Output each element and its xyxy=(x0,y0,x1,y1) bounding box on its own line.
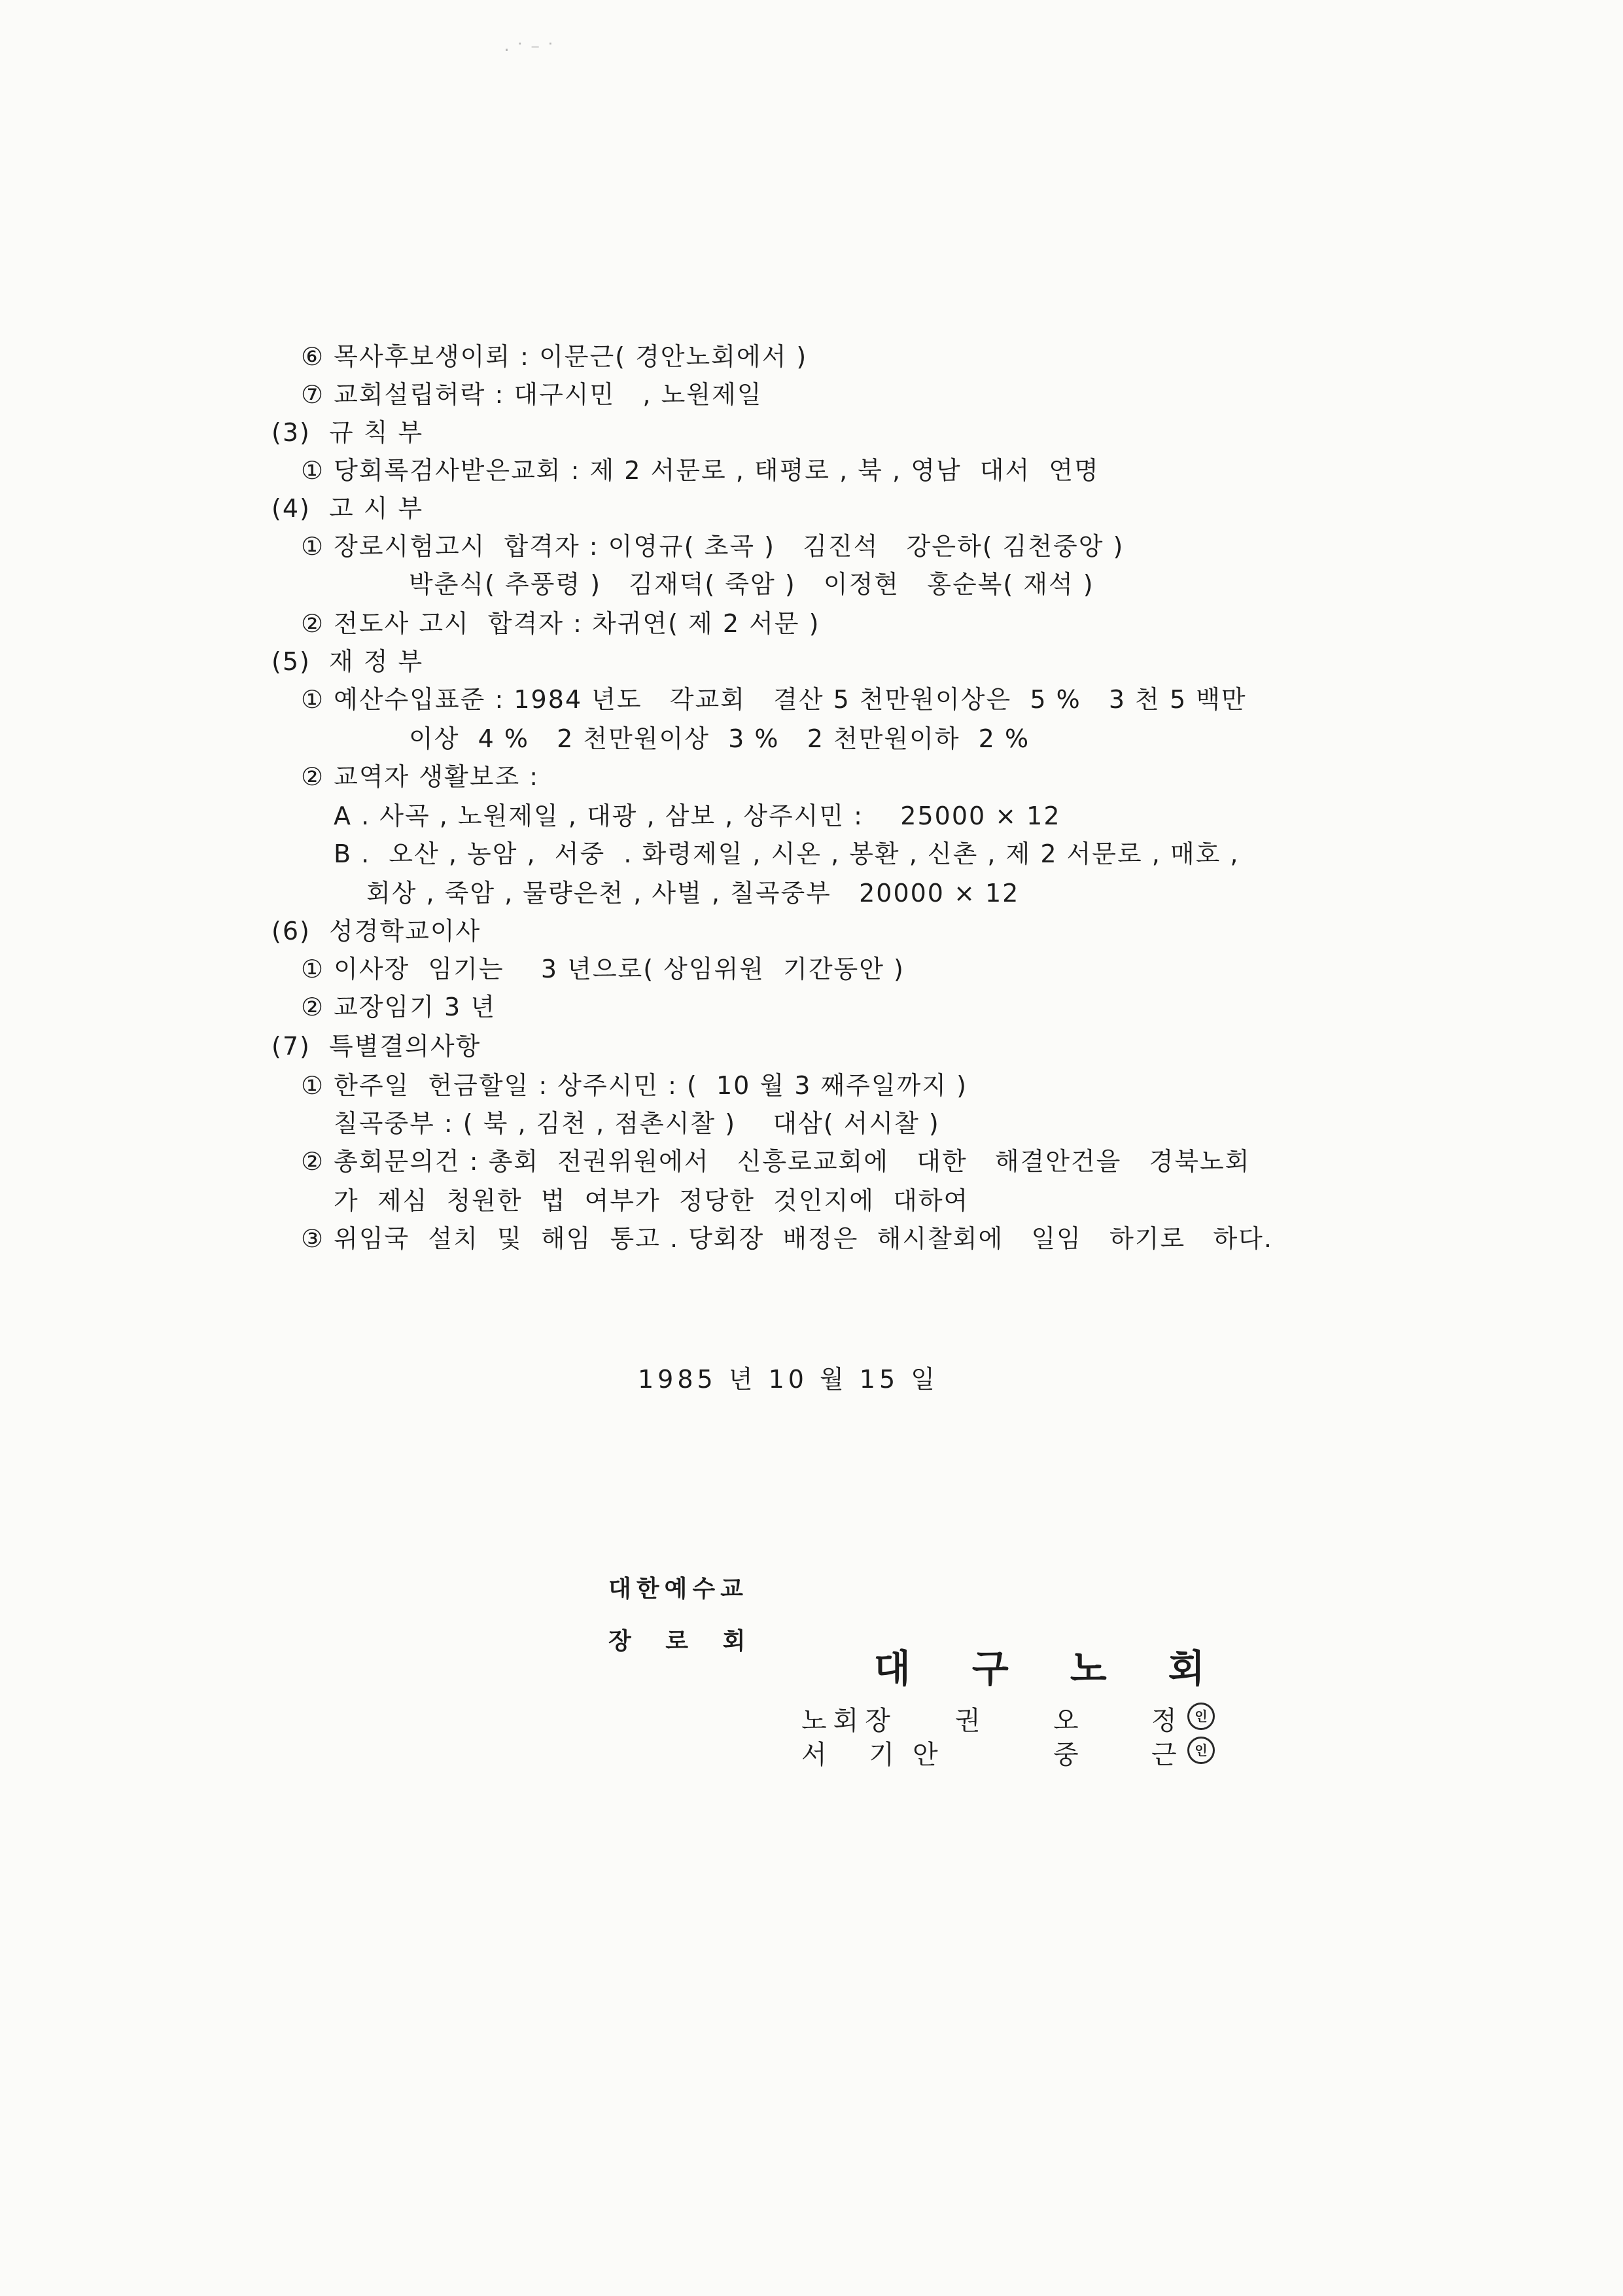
text-line: ② 교역자 생활보조 : xyxy=(301,762,540,791)
document-date: 1985 년 10 월 15 일 xyxy=(638,1365,939,1394)
text-line: ① 장로시험고시 합격자 : 이영규( 초곡 ) 김진석 강은하( 김천중앙 ) xyxy=(301,532,1125,561)
text-line: 회상 , 죽암 , 물량은천 , 사벌 , 칠곡중부 20000 × 12 xyxy=(366,879,1020,908)
signer-name-char: 정 xyxy=(1151,1706,1177,1736)
text-line: ② 총회문의건 : 총회 전권위원에서 신흥로교회에 대한 해결안건을 경북노회 xyxy=(301,1147,1251,1176)
text-line: ① 당회록검사받은교회 : 제 2 서문로 , 태평로 , 북 , 영남 대서 연명 xyxy=(301,456,1100,485)
seal-stamp: 인 xyxy=(1187,1703,1215,1730)
signer-title: 서 기 xyxy=(801,1740,911,1770)
section-heading: (3) 규 칙 부 xyxy=(271,418,424,447)
signer-title: 노회장 xyxy=(801,1706,897,1736)
text-line: ① 예산수입표준 : 1984 년도 각교회 결산 5 천만원이상은 5 % 3 천 5 백만 xyxy=(301,685,1247,714)
org-name-char: 구 xyxy=(971,1646,1009,1691)
signer-name-char: 근 xyxy=(1151,1740,1177,1770)
signer-name-char: 오 xyxy=(1053,1706,1079,1736)
text-line: ⑥ 목사후보생이뢰 : 이문근( 경안노회에서 ) xyxy=(301,342,808,371)
text-line: ① 한주일 헌금할일 : 상주시민 : ( 10 월 3 째주일까지 ) xyxy=(301,1071,968,1100)
signature-secretary xyxy=(801,1734,1208,1945)
text-line: ② 교장임기 3 년 xyxy=(301,993,497,1021)
text-line: 칠곡중부 : ( 북 , 김천 , 점촌시찰 ) 대삼( 서시찰 ) xyxy=(334,1109,940,1138)
org-name-char: 대 xyxy=(873,1646,911,1691)
text-line: ① 이사장 임기는 3 년으로( 상임위원 기간동안 ) xyxy=(301,955,905,983)
text-line: 이상 4 % 2 천만원이상 3 % 2 천만원이하 2 % xyxy=(409,724,1030,753)
seal-stamp: 인 xyxy=(1187,1737,1215,1764)
scan-mark: · ˙ ⁻ ˙ xyxy=(504,39,555,61)
text-line: 가 제심 청원한 법 여부가 정당한 것인지에 대하여 xyxy=(334,1186,969,1215)
org-church: 장 로 회 xyxy=(608,1628,759,1655)
text-line: ② 전도사 고시 합격자 : 차귀연( 제 2 서문 ) xyxy=(301,609,820,638)
section-heading: (4) 고 시 부 xyxy=(271,494,424,523)
text-line: 박춘식( 추풍령 ) 김재덕( 죽암 ) 이정현 홍순복( 재석 ) xyxy=(409,570,1094,599)
signer-name-char: 중 xyxy=(1053,1740,1079,1770)
org-name-char: 노 xyxy=(1070,1646,1107,1691)
signer-name-char: 권 xyxy=(955,1706,981,1736)
text-line: ⑦ 교회설립허락 : 대구시민 , 노원제일 xyxy=(301,380,763,409)
section-heading: (7) 특별결의사항 xyxy=(271,1032,481,1061)
text-line: ③ 위임국 설치 및 해임 통고 . 당회장 배정은 해시찰회에 일임 하기로 하다. xyxy=(301,1224,1273,1253)
text-line: B . 오산 , 농암 , 서중 . 화령제일 , 시온 , 봉환 , 신촌 , 제 2 서문로 , 매호 , xyxy=(334,839,1240,868)
section-heading: (5) 재 정 부 xyxy=(271,647,424,676)
text-line: A . 사곡 , 노원제일 , 대광 , 삼보 , 상주시민 : 25000 × 12 xyxy=(334,802,1061,830)
org-denomination: 대한예수교 xyxy=(608,1576,748,1602)
org-name-char: 회 xyxy=(1168,1646,1205,1691)
section-heading: (6) 성경학교이사 xyxy=(271,917,481,945)
signer-name-char: 안 xyxy=(913,1740,938,1770)
